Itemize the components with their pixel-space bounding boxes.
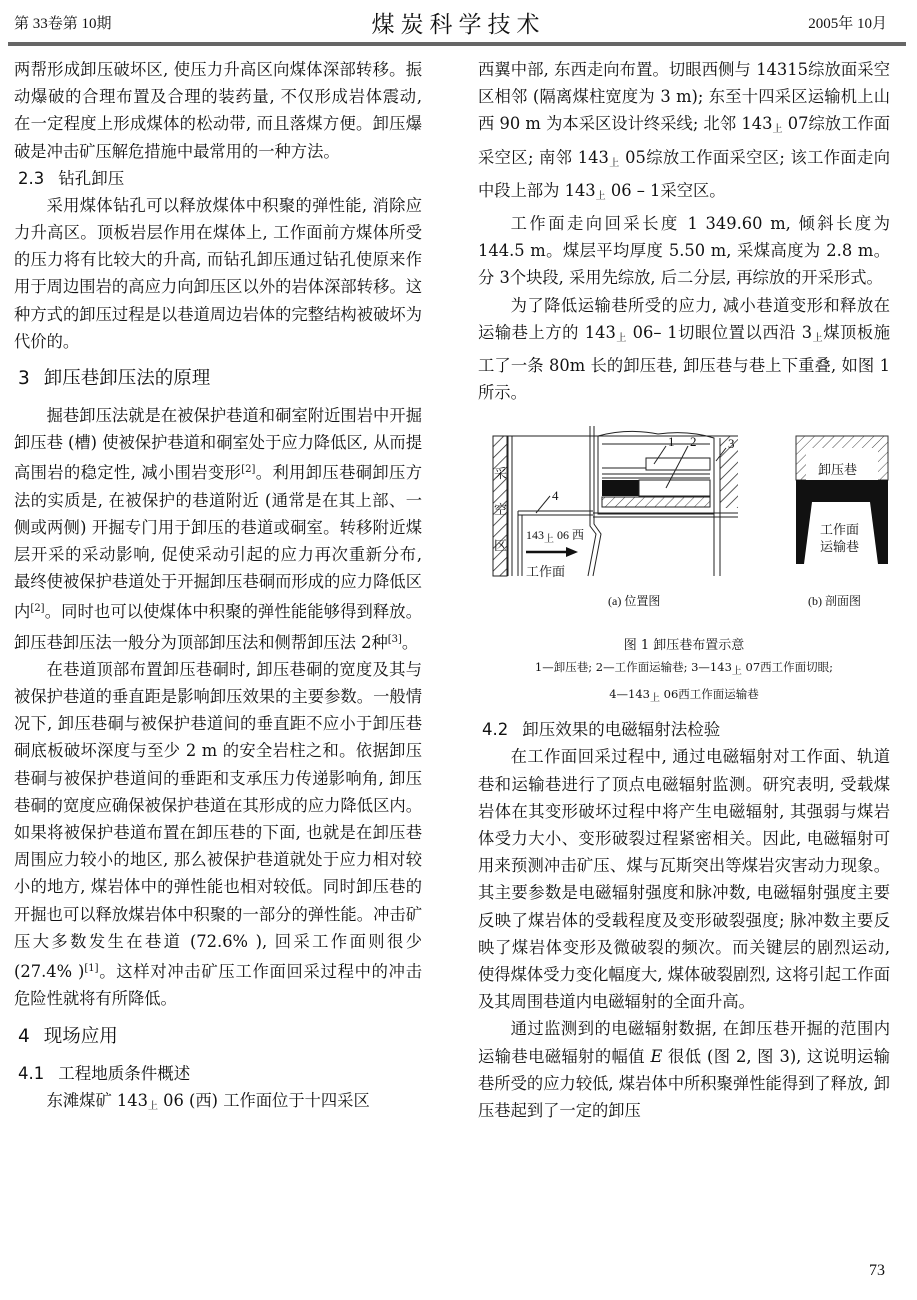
paragraph: 掘巷卸压法就是在被保护巷道和硐室附近围岩中开掘卸压巷 (槽) 使被保护巷道和硐室处于应力降低区, 从而提高围岩的稳定性, 减小围岩变形[2]。利用卸压巷硐卸压方法的实质是, 在被保护的巷道附近 (通常是在其上部、一侧或两侧) 开掘专门用于卸压的巷道或硐室。转移附近煤层开采的采动影响, 促使采动引起的应力再次重新分布, 最终使被保护巷道处于开掘卸压巷硐而形成的应力降低区内[2]。同时也可以使煤体中积聚的弹性能能够得到释放。卸压巷卸压法一般分为顶部卸压法和侧帮卸压法 2种[3]。: [14, 406, 422, 652]
citation: [2]: [30, 603, 45, 615]
fig-label-3: 3: [728, 436, 735, 452]
fig-label-1: 1: [668, 434, 675, 450]
subfigure-a-caption: (a) 位置图: [608, 594, 661, 609]
section-heading-4-2: 4.2 卸压效果的电磁辐射法检验: [482, 720, 721, 740]
citation: [2]: [241, 464, 256, 476]
section-heading-2-3: 2.3 钻孔卸压: [18, 168, 125, 188]
right-column: [478, 56, 890, 1124]
paragraph: 在工作面回采过程中, 通过电磁辐射对工作面、轨道巷和运输巷进行了顶点电磁辐射监测。研究表明, 受载煤岩体在其变形破坏过程中将产生电磁辐射, 其强弱与煤岩体受力大小、变形破裂过程紧密相关。因此, 电磁辐射可用来预测冲击矿压、煤与瓦斯突出等煤岩灾害动力现象。其主要参数是电磁辐射强度和脉冲数, 电磁辐射强度主要反映了煤岩体的受载程度及变形破裂强度; 脉冲数主要反映了煤岩体变形及微破裂的频次。而关键层的剧烈运动, 使得煤体受力变化幅度大, 煤体破裂剧烈, 这将引起工作面及其周围巷道内电磁辐射的全面升高。: [478, 747, 890, 1012]
goaf-label: 采: [494, 466, 508, 482]
fig-label-2: 2: [690, 434, 697, 450]
paragraph: 采用煤体钻孔可以释放煤体中积聚的弹性能, 消除应力升高区。顶板岩层作用在煤体上, 工作面前方煤体所受的压力将有比较大的升高, 而钻孔卸压通过钻孔使原来作用于周边围岩的高应力向卸压区以外的岩体深部转移。这种方式的卸压过程是以巷道周边岩体的完整结构被破坏为代价的。: [14, 195, 422, 351]
volume-issue: 第 33卷第 10期: [14, 16, 112, 32]
paragraph: 在巷道顶部布置卸压巷硐时, 卸压巷硐的宽度及其与被保护巷道的垂直距是影响卸压效果的主要参数。一般情况下, 卸压巷硐与被保护巷道间的垂直距不应小于卸压巷硐底板破坏深度与至少 2 m 的安全岩柱之和。依据卸压巷硐与被保护巷道间的垂距和支承压力传递影响角, 卸压巷硐的宽度应确保被保护巷道在其形成的应力降低区内。如果将被保护巷道布置在卸压巷的下面, 也就是在卸压巷周围应力较小的地区, 那么被保护巷道就处于应力相对较小的地方, 煤岩体中的弹性能也相对较低。同时卸压巷的开掘也可以释放煤岩体中积聚的一部分的弹性能。冲击矿压大多数发生在巷道 (72.6% ), 回采工作面则很少 (27.4% )[1]。这样对冲击矿压工作面回采过程中的冲击危险性就将有所降低。: [14, 659, 422, 1009]
section-heading-4-1: 4.1 工程地质条件概述: [18, 1063, 191, 1083]
fig-label-4: 4: [552, 488, 559, 504]
issue-date: 2005年 10月: [808, 16, 887, 32]
section-bottom-label: 工作面: [820, 522, 860, 538]
paragraph: 工作面走向回采长度 1 349.60 m, 倾斜长度为 144.5 m。煤层平均厚度 5.50 m, 采煤高度为 2.8 m。分 3个块段, 采用先综放, 后二分层, 再综放的开采形式。: [478, 214, 890, 288]
figure-1: [478, 416, 890, 716]
section-heading-3: 3 卸压巷卸压法的原理: [18, 368, 211, 390]
page-number: 73: [869, 1262, 885, 1279]
citation: [3]: [387, 633, 402, 645]
journal-title: 煤炭科学技术: [371, 12, 546, 38]
plan-view: [493, 426, 738, 576]
paragraph: 为了降低运输巷所受的应力, 减小巷道变形和释放在运输巷上方的 $143_上$ 06– 1切眼位置以西沿 $3_上$煤顶板施工了一条 80m 长的卸压巷, 卸压巷与巷上下重叠, 如图 1所示。: [478, 295, 890, 403]
goaf-label: 区: [494, 538, 508, 554]
figure-legend: 1—卸压巷; 2—工作面运输巷; 3—143上 07西工作面切眼; 4—143上 06西工作面运输巷: [534, 660, 834, 705]
relief-roadway-plan: [646, 458, 710, 470]
figure-caption: 图 1 卸压巷布置示意: [623, 638, 745, 654]
coal-block: [602, 480, 639, 496]
section-top-label: 卸压巷: [818, 462, 858, 478]
paragraph: 西翼中部, 东西走向布置。切眼西侧与 14315综放面采空区相邻 (隔离煤柱宽度为 3 m); 东至十四采区运输机上山西 90 m 为本采区设计终采线; 北邻 $143_上$ 07综放工作面采空区; 南邻 $143_上$ 05综放工作面采空区; 该工作面走向中段上部为 $143_上$ 06 – 1采空区。: [478, 60, 890, 202]
paragraph: 东滩煤矿 $143_上$ 06 (西) 工作面位于十四采区: [46, 1090, 370, 1112]
section-bottom-label: 运输巷: [820, 539, 860, 555]
face-label: $143_上$ 06 西: [526, 528, 585, 546]
hatched-strip: [602, 497, 710, 507]
goaf-label: 空: [494, 502, 508, 518]
header-rule: [8, 42, 906, 46]
left-column: [14, 56, 422, 1120]
subfigure-b-caption: (b) 剖面图: [808, 594, 861, 609]
page-header: [0, 0, 917, 48]
face-label: 工作面: [526, 564, 566, 580]
paragraph: 两帮形成卸压破坏区, 使压力升高区向煤体深部转移。振动爆破的合理布置及合理的装药量, 不仅形成岩体震动, 在一定程度上形成煤体的松动带, 而且落煤方便。卸压爆破是冲击矿压解危措施中最常用的一种方法。: [14, 60, 422, 161]
citation: [1]: [84, 963, 99, 975]
section-heading-4: 4 现场应用: [18, 1025, 118, 1047]
paragraph: 通过监测到的电磁辐射数据, 在卸压巷开掘的范围内运输巷电磁辐射的幅值 E 很低 (图 2, 图 3), 这说明运输巷所受的应力较低, 煤岩体中所积聚弹性能得到了释放, 卸压巷起到了一定的卸压: [478, 1019, 890, 1121]
